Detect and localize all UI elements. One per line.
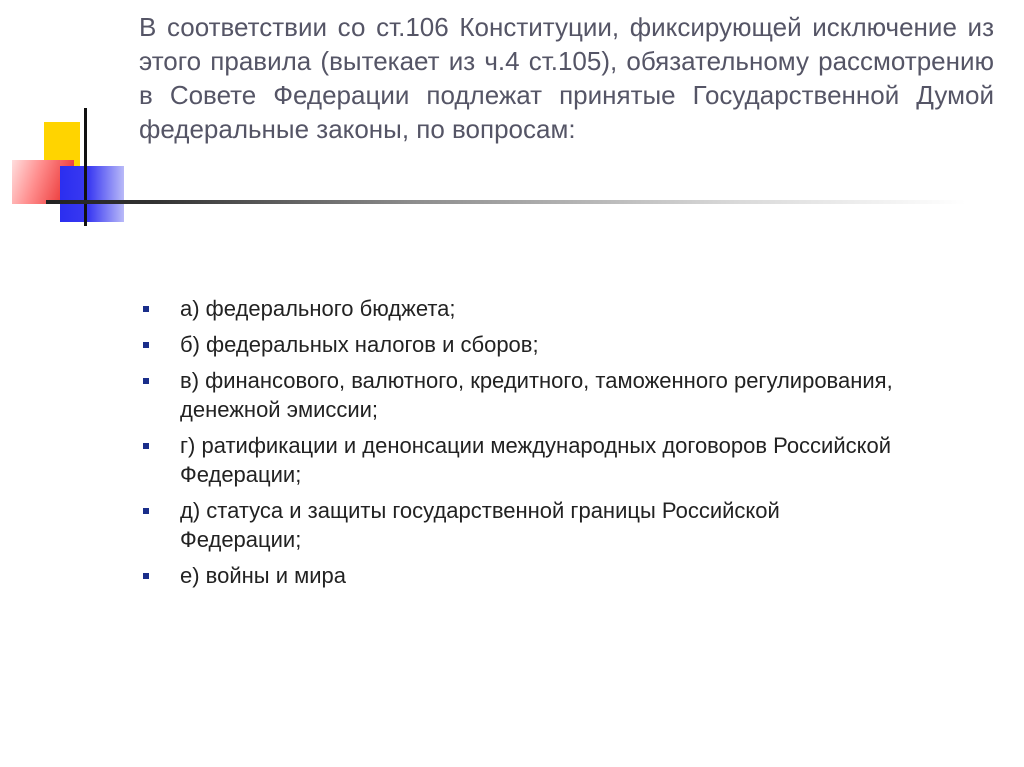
list-item <box>140 496 900 554</box>
list-item-text: г) ратификации и денонсации международных договоров Российской Федерации; <box>180 433 892 487</box>
square-bullet-icon <box>143 306 149 312</box>
list-item-text: е) войны и мира <box>180 563 346 588</box>
bullet-list <box>140 294 900 597</box>
blue-gradient-square <box>60 166 124 222</box>
square-bullet-icon <box>143 342 149 348</box>
square-bullet-icon <box>143 443 149 449</box>
list-item-text: д) статуса и защиты государственной границы Российской Федерации; <box>180 498 780 552</box>
square-bullet-icon <box>143 508 149 514</box>
list-item <box>140 431 900 489</box>
slide-title: В соответствии со ст.106 Конституции, фиксирующей исключение из этого правила (вытекает из ч.4 ст.105), обязательному рассмотрению в Совете Федерации подлежат принятые Государственной Думой федеральные законы, по вопросам: <box>139 12 994 144</box>
horizontal-divider-line <box>46 200 966 204</box>
decorative-logo-block <box>0 0 160 240</box>
list-item <box>140 330 900 359</box>
list-item <box>140 294 900 323</box>
list-item <box>140 561 900 590</box>
list-item-text: в) финансового, валютного, кредитного, таможенного регулирования, денежной эмиссии; <box>180 368 893 422</box>
square-bullet-icon <box>143 378 149 384</box>
list-item-text: б) федеральных налогов и сборов; <box>180 332 539 357</box>
vertical-divider-line <box>84 108 87 226</box>
square-bullet-icon <box>143 573 149 579</box>
list-item <box>140 366 900 424</box>
list-item-text: а) федерального бюджета; <box>180 296 456 321</box>
